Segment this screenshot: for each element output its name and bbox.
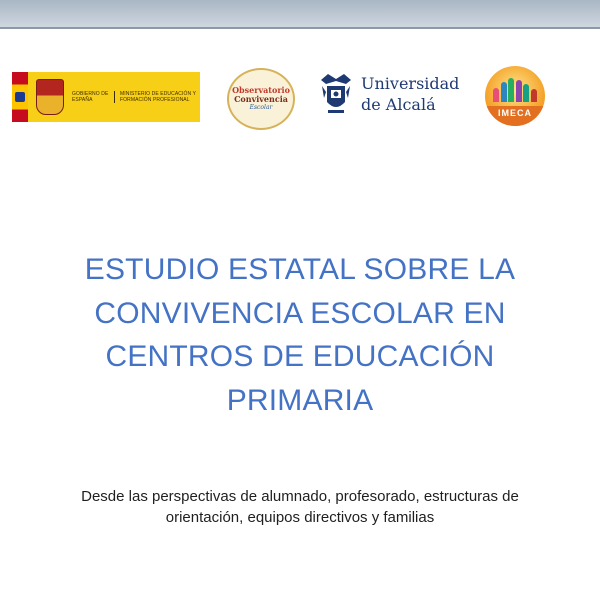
universidad-alcala-crest-icon bbox=[318, 72, 354, 116]
document-title: ESTUDIO ESTATAL SOBRE LA CONVIVENCIA ESCOLAR EN CENTROS DE EDUCACIÓN PRIMARIA bbox=[84, 253, 516, 417]
imeca-logo bbox=[485, 66, 545, 126]
universidad-line2: de Alcalá bbox=[361, 95, 436, 114]
people-figures-icon bbox=[493, 76, 537, 102]
imeca-label: IMECA bbox=[485, 106, 545, 126]
ministerio-panel bbox=[28, 72, 200, 122]
gobierno-label: GOBIERNO DE ESPAÑA bbox=[72, 91, 115, 103]
coat-of-arms-icon bbox=[36, 79, 64, 115]
universidad-line1: Universidad bbox=[361, 74, 460, 93]
document-subtitle: Desde las perspectivas de alumnado, profesorado, estructuras de orientación, equipos directivos y familias bbox=[81, 488, 519, 526]
spain-flag-icon bbox=[12, 72, 28, 122]
gobierno-espana-logo bbox=[12, 72, 200, 122]
observatorio-line1: Observatorio bbox=[232, 85, 290, 95]
universidad-alcala-wordmark bbox=[361, 73, 459, 115]
viewer-top-bar bbox=[0, 0, 600, 29]
observatorio-line3: Escolar bbox=[249, 104, 273, 111]
observatorio-line2: Convivencia bbox=[234, 94, 288, 104]
ministerio-label: MINISTERIO DE EDUCACIÓN Y FORMACIÓN PROFESIONAL bbox=[120, 91, 196, 103]
observatorio-convivencia-logo bbox=[227, 68, 295, 130]
